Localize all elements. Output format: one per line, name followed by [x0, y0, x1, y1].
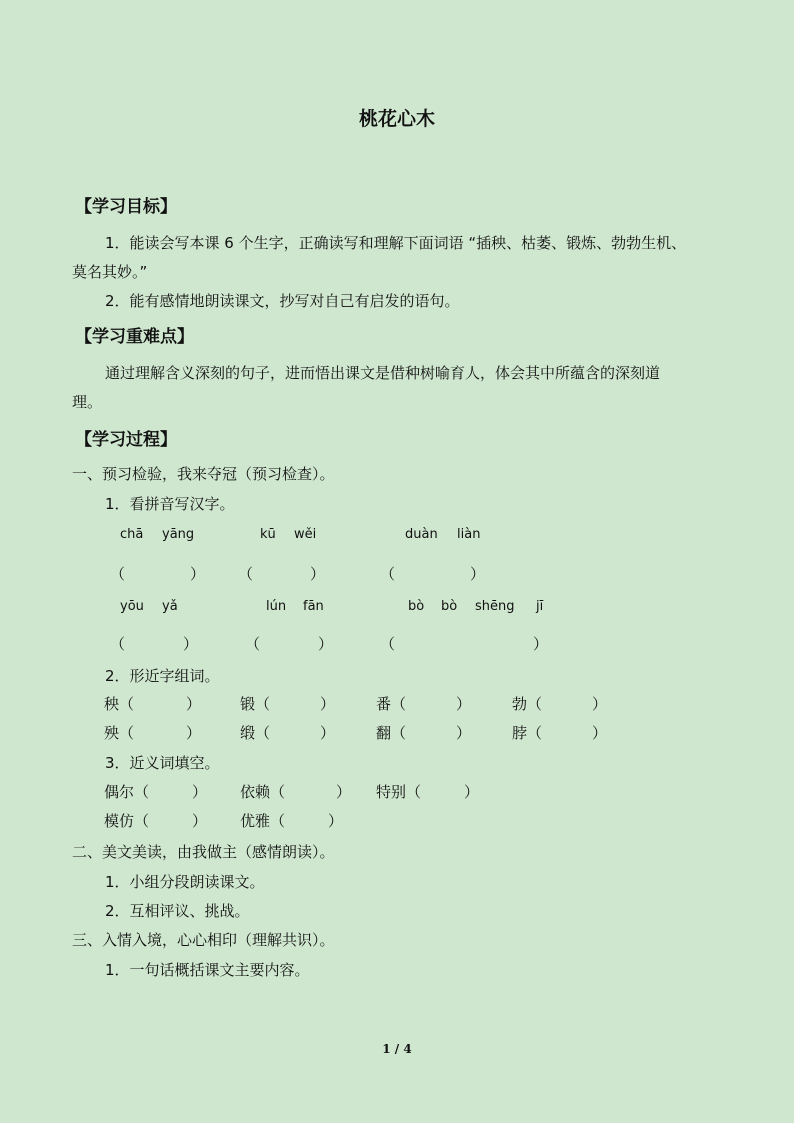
- pinyin: chā: [120, 527, 144, 542]
- word-item: 勃（: [512, 695, 543, 713]
- answer-blank-close: ）: [320, 724, 336, 742]
- word-item: 锻（: [240, 695, 271, 713]
- pinyin: kū: [260, 527, 276, 542]
- answer-blank-close: ）: [456, 695, 472, 713]
- page-title: 桃花心木: [358, 108, 435, 130]
- part-3-question-1: 1．一句话概括课文主要内容。: [105, 961, 310, 979]
- pinyin: fān: [303, 599, 324, 614]
- part-3-heading: 三、入情入境，心心相印（理解共识）。: [72, 931, 335, 949]
- goal-2: 2．能有感情地朗读课文，抄写对自己有启发的语句。: [105, 292, 460, 310]
- pinyin: shēng: [475, 599, 515, 614]
- goal-1-line-2: 莫名其妙。”: [72, 263, 148, 281]
- part-1-question-3: 3．近义词填空。: [105, 754, 220, 772]
- word-item: 缎（: [240, 724, 271, 742]
- part-1-heading: 一、预习检验，我来夺冠（预习检查）。: [72, 465, 335, 483]
- answer-blank-close: ）: [192, 812, 208, 830]
- word-item: 脖（: [512, 724, 543, 742]
- part-2-question-1: 1．小组分段朗读课文。: [105, 873, 265, 891]
- pinyin: liàn: [457, 527, 481, 542]
- answer-blank-close: ）: [592, 695, 608, 713]
- word-item: 番（: [376, 695, 407, 713]
- answer-blank-open: （: [110, 565, 126, 583]
- pinyin: yǎ: [162, 599, 178, 614]
- key-points-line-2: 理。: [72, 393, 103, 411]
- word-item: 依赖（: [240, 783, 286, 801]
- answer-blank-close: ）: [328, 812, 344, 830]
- answer-blank-close: ）: [183, 635, 199, 653]
- pinyin: yāng: [162, 527, 195, 542]
- section-heading-process: 【学习过程】: [75, 430, 177, 450]
- pinyin: duàn: [405, 527, 438, 542]
- answer-blank-open: （: [110, 635, 126, 653]
- answer-blank-close: ）: [186, 695, 202, 713]
- answer-blank-close: ）: [336, 783, 352, 801]
- word-item: 偶尔（: [104, 783, 150, 801]
- part-2-heading: 二、美文美读，由我做主（感情朗读）。: [72, 843, 335, 861]
- word-item: 特别（: [376, 783, 422, 801]
- answer-blank-close: ）: [192, 783, 208, 801]
- word-item: 秧（: [104, 695, 135, 713]
- answer-blank-open: （: [380, 635, 396, 653]
- answer-blank-open: （: [380, 565, 396, 583]
- word-item: 翻（: [376, 724, 407, 742]
- word-item: 优雅（: [240, 812, 286, 830]
- answer-blank-close: ）: [190, 565, 206, 583]
- key-points-line-1: 通过理解含义深刻的句子，进而悟出课文是借种树喻育人，体会其中所蕴含的深刻道: [105, 364, 661, 382]
- answer-blank-close: ）: [456, 724, 472, 742]
- part-1-question-2: 2．形近字组词。: [105, 667, 220, 685]
- pinyin: jī: [536, 599, 544, 614]
- section-heading-goals: 【学习目标】: [75, 197, 177, 217]
- part-2-question-2: 2．互相评议、挑战。: [105, 902, 250, 920]
- section-heading-key-points: 【学习重难点】: [75, 327, 194, 347]
- answer-blank-close: ）: [470, 565, 486, 583]
- part-1-question-1: 1．看拼音写汉字。: [105, 495, 235, 513]
- answer-blank-open: （: [238, 565, 254, 583]
- answer-blank-close: ）: [533, 635, 549, 653]
- answer-blank-close: ）: [592, 724, 608, 742]
- pinyin: bò: [441, 599, 458, 614]
- pinyin: bò: [408, 599, 425, 614]
- answer-blank-close: ）: [464, 783, 480, 801]
- answer-blank-close: ）: [310, 565, 326, 583]
- word-item: 模仿（: [104, 812, 150, 830]
- page-number: 1 / 4: [382, 1042, 412, 1056]
- answer-blank-close: ）: [318, 635, 334, 653]
- goal-1-line-1: 1．能读会写本课 6 个生字，正确读写和理解下面词语 “插秧、枯萎、锻炼、勃勃生机、: [105, 234, 687, 252]
- answer-blank-close: ）: [320, 695, 336, 713]
- word-item: 殃（: [104, 724, 135, 742]
- answer-blank-close: ）: [186, 724, 202, 742]
- pinyin: wěi: [294, 527, 317, 542]
- pinyin: lún: [266, 599, 287, 614]
- pinyin: yōu: [120, 599, 144, 614]
- answer-blank-open: （: [245, 635, 261, 653]
